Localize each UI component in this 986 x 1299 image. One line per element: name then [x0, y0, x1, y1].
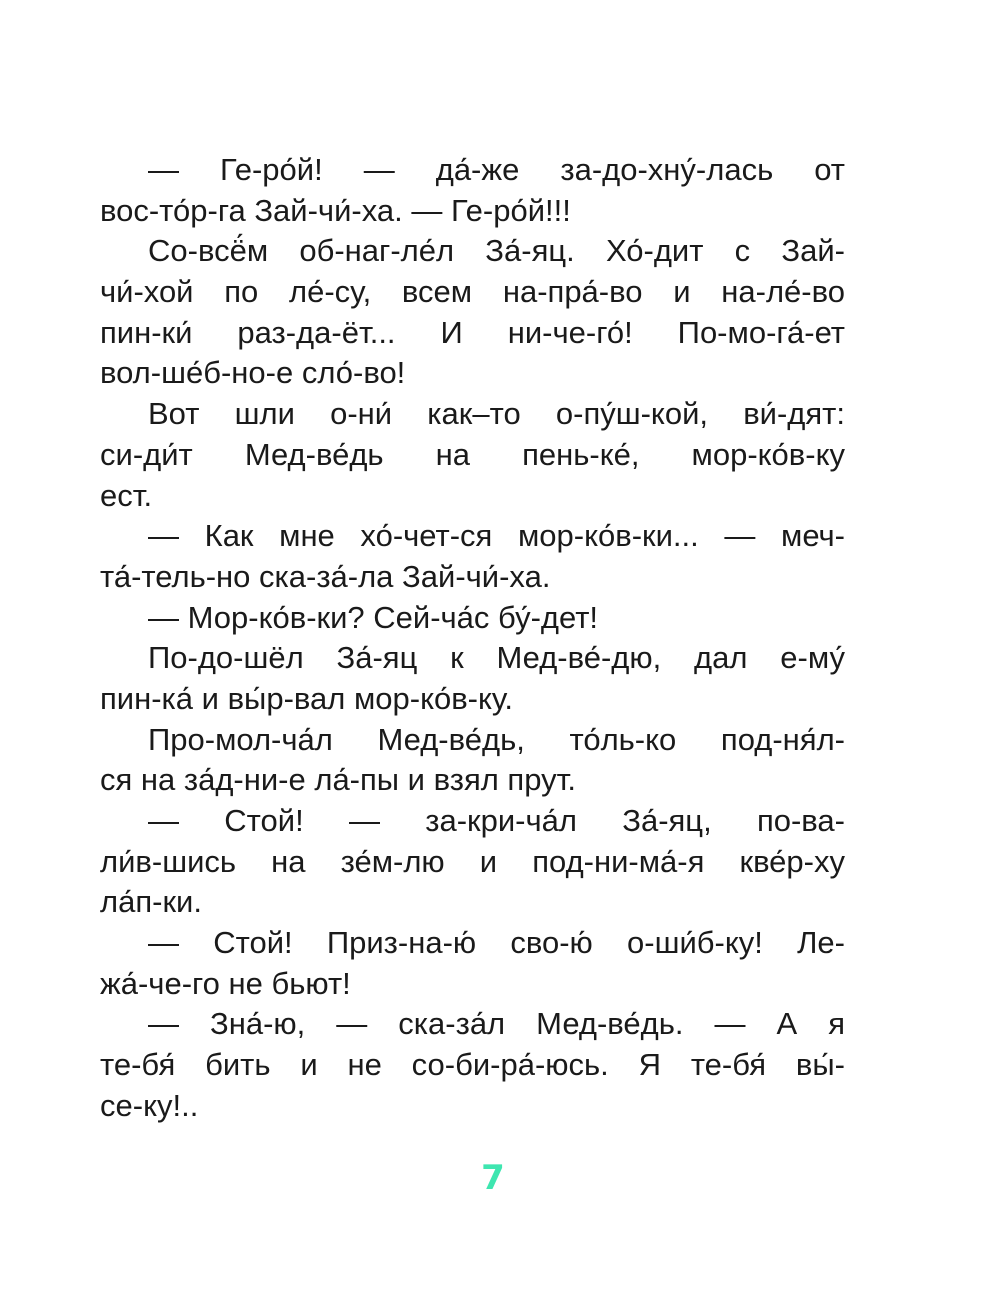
text-line: пин-ка́ и вы́р-вал мор-ко́в-ку. [100, 680, 513, 716]
text-line: — Стой! — за-кри-ча́л За́-яц, по-ва- [148, 803, 845, 838]
text-line: пин-ки́ раз-да-ёт... И ни-че-го́! По-мо-га́-ет [100, 314, 845, 350]
text-line: вол-ше́б-но-е сло́-во! [100, 355, 406, 391]
text-line: — Ге-ро́й! — да́-же за-до-хну́-лась от [148, 152, 845, 187]
text-line: ся на за́д-ни-е ла́-пы и взял прут. [100, 762, 576, 798]
text-line: — Как мне хо́-чет-ся мор-ко́в-ки... — меч- [148, 518, 845, 554]
text-line: — Зна́-ю, — ска-за́л Мед-ве́дь. — А я [148, 1006, 845, 1042]
text-line: ест. [100, 477, 153, 513]
story-text [100, 150, 845, 1127]
text-line: — Мор-ко́в-ки? Сей-ча́с бу́-дет! [148, 599, 599, 635]
page-number: 7 [481, 1158, 505, 1198]
text-line: те-бя́ бить и не со-би-ра́-юсь. Я те-бя́ вы́- [100, 1047, 845, 1083]
text-line: ла́п-ки. [100, 884, 202, 920]
text-line: та́-тель-но ска-за́-ла Зай-чи́-ха. [100, 558, 551, 594]
text-line: жа́-че-го не бьют! [100, 965, 351, 1001]
text-line: се-ку!.. [100, 1087, 199, 1123]
text-line: Со-всё́м об-наг-ле́л За́-яц. Хо́-дит с Зай- [148, 233, 845, 269]
text-line: Про-мол-ча́л Мед-ве́дь, то́ль-ко под-ня́л- [148, 721, 845, 757]
text-line: Вот шли о-ни́ как–то о-пу́ш-кой, ви́-дят: [148, 396, 845, 432]
text-line: вос-то́р-га Зай-чи́-ха. — Ге-ро́й!!! [100, 192, 571, 228]
text-line: — Стой! Приз-на-ю́ сво-ю́ о-ши́б-ку! Ле- [148, 925, 845, 961]
text-line: чи́-хой по ле́-су, всем на-пра́-во и на-ле́-во [100, 274, 845, 310]
text-line: По-до-шёл За́-яц к Мед-ве́-дю, дал е-му́ [148, 640, 845, 676]
text-line: ли́в-шись на зе́м-лю и под-ни-ма́-я кве́р-ху [100, 843, 845, 879]
text-line: си-ди́т Мед-ве́дь на пень-ке́, мор-ко́в-ку [100, 436, 845, 472]
